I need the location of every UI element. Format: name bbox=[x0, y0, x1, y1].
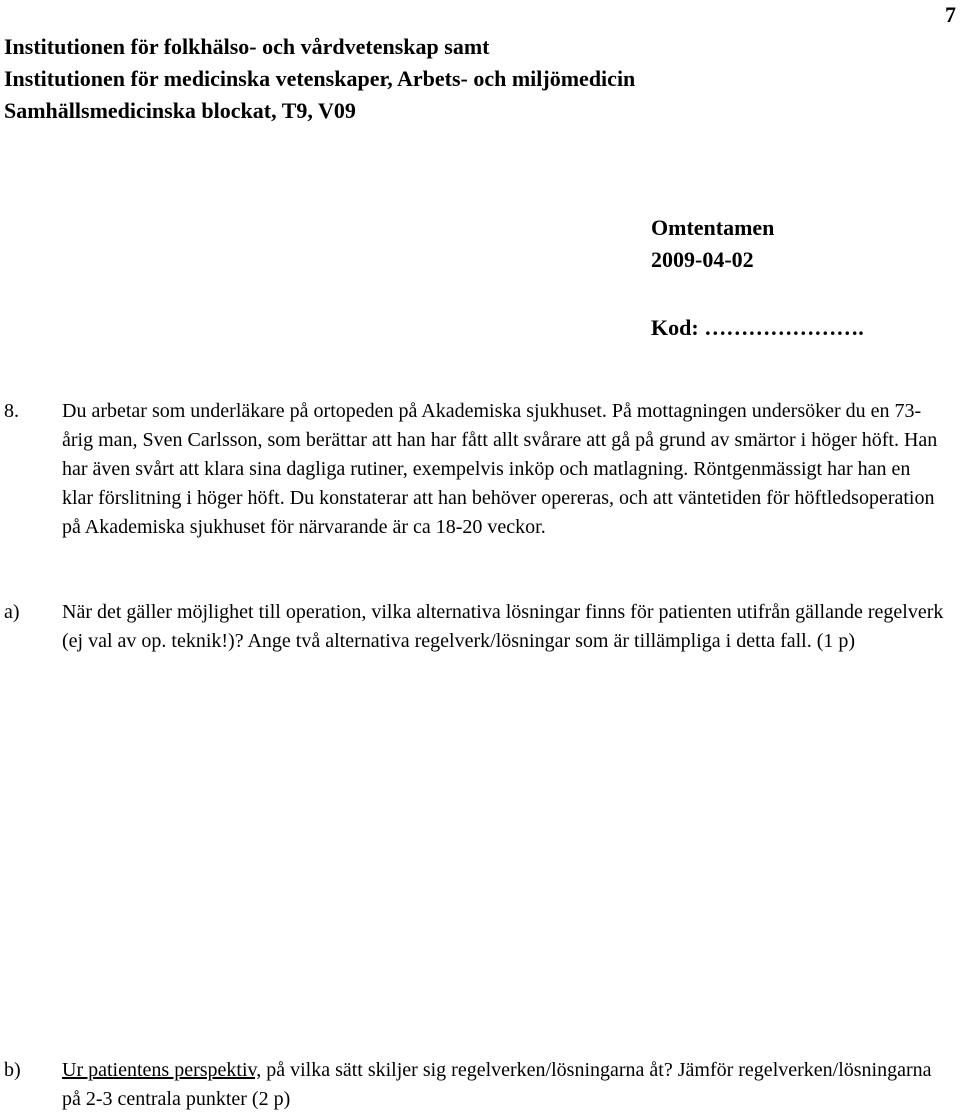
question-part-a bbox=[4, 598, 944, 656]
exam-code-blank: …………………. bbox=[704, 315, 864, 340]
part-b-emphasis: Ur patientens perspektiv, bbox=[62, 1059, 262, 1081]
question-number: 8. bbox=[4, 400, 19, 422]
part-a-text: När det gäller möjlighet till operation, vilka alternativa lösningar finns för patienten utifrån gällande regelverk (ej val av op. teknik!)? Ange två alternativa regelverk/lösningar som är tillämpliga i detta fall. (1 p) bbox=[62, 601, 944, 652]
page-number: 7 bbox=[945, 2, 956, 27]
exam-info bbox=[651, 212, 774, 276]
part-b-body bbox=[62, 1056, 944, 1114]
exam-code-label: Kod: bbox=[651, 315, 699, 340]
exam-code bbox=[651, 312, 864, 344]
question-text: Du arbetar som underläkare på ortopeden på Akademiska sjukhuset. På mottagningen undersöker du en 73-årig man, Sven Carlsson, som berättar att han har fått allt svårare att gå på grund av smärtor i höger höft. Han har även svårt att klara sina dagliga rutiner, exempelvis inköp och matlagning. Röntgenmässigt har han en klar förslitning i höger höft. Du konstaterar att han behöver opereras, och att väntetiden för höftledsoperation på Akademiska sjukhuset för närvarande är ca 18-20 veckor. bbox=[62, 400, 938, 538]
part-a-label: a) bbox=[4, 601, 20, 623]
document-header bbox=[4, 31, 635, 127]
question-8 bbox=[4, 397, 944, 542]
exam-title: Omtentamen bbox=[651, 215, 775, 240]
exam-date: 2009-04-02 bbox=[651, 247, 754, 272]
question-part-b bbox=[4, 1056, 944, 1114]
header-institution-2: Institutionen för medicinska vetenskaper, Arbets- och miljömedicin bbox=[4, 66, 636, 91]
part-b-label: b) bbox=[4, 1059, 21, 1081]
header-course: Samhällsmedicinska blockat, T9, V09 bbox=[4, 98, 356, 123]
part-b-text: på vilka sätt skiljer sig regelverken/lösningarna åt? Jämför regelverken/lösningarna på 2-3 centrala punkter (2 p) bbox=[62, 1059, 932, 1110]
header-institution-1: Institutionen för folkhälso- och vårdvetenskap samt bbox=[4, 34, 490, 59]
